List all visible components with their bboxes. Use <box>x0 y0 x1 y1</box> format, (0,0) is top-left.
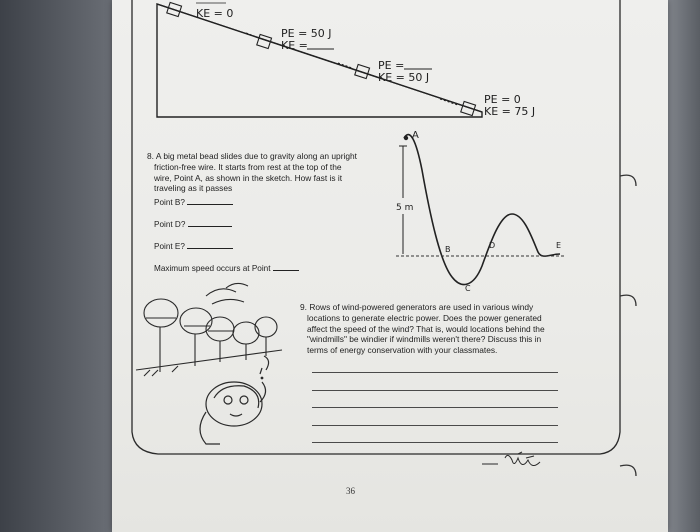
question-8 <box>147 151 397 194</box>
point-e-text: Point E? <box>154 242 185 251</box>
pe-bottom-label: PE = 0 <box>484 93 521 106</box>
ke-top-label: KE = 0 <box>196 7 234 20</box>
page-number: 36 <box>346 486 355 496</box>
q8-line-4: traveling as it passes <box>154 183 233 194</box>
point-b-question <box>154 196 233 207</box>
ke-bottom-label: KE = 75 J <box>484 105 536 118</box>
height-label: 5 m <box>396 203 414 213</box>
point-a-label: A <box>412 130 419 141</box>
question-9 <box>300 302 600 356</box>
ke-second-label: KE = <box>281 39 308 52</box>
wire-curve <box>404 135 560 285</box>
box-bottom <box>440 99 476 116</box>
bead-point-a <box>404 136 408 140</box>
point-d-label: D <box>489 241 496 250</box>
pe-third-label: PE = <box>378 59 405 72</box>
windmill-cartoon <box>136 283 282 376</box>
thinking-person <box>200 356 269 444</box>
point-d-answer[interactable] <box>188 218 232 227</box>
point-b-text: Point B? <box>154 198 185 207</box>
margin-mark-3 <box>620 465 636 476</box>
point-c-label: C <box>465 284 471 293</box>
max-speed-text: Maximum speed occurs at Point <box>154 264 271 273</box>
pe-second-label: PE = 50 J <box>281 27 332 40</box>
q9-line-4: "windmills" be windier if windmills weren't there? Discuss this in <box>307 334 542 345</box>
signature-text: Think and Explain! <box>510 476 560 482</box>
answer-line[interactable] <box>312 372 558 373</box>
answer-line[interactable] <box>312 390 558 391</box>
point-e-question <box>154 240 233 251</box>
max-speed-answer[interactable] <box>273 262 299 271</box>
ke-third-label: KE = 50 J <box>378 71 430 84</box>
point-b-label: B <box>445 245 451 254</box>
q8-line-1: A big metal bead slides due to gravity along an upright <box>155 151 358 161</box>
point-d-text: Point D? <box>154 220 186 229</box>
q9-line-2: locations to generate electric power. Does the power generated <box>307 312 542 323</box>
q9-line-5: terms of energy conservation with your classmates. <box>307 345 498 356</box>
q9-number: 9. <box>300 302 307 312</box>
point-b-answer[interactable] <box>187 196 233 205</box>
answer-line[interactable] <box>312 442 558 443</box>
q8-line-2: friction-free wire. It starts from rest at the top of the <box>154 161 342 172</box>
point-e-answer[interactable] <box>187 240 233 249</box>
q9-answer-lines <box>312 372 558 460</box>
answer-line[interactable] <box>312 425 558 426</box>
q8-line-3: wire, Point A, as shown in the sketch. How fast is it <box>154 172 343 183</box>
max-speed-question <box>154 262 299 273</box>
margin-mark-2 <box>620 295 636 306</box>
point-e-label: E <box>556 241 562 250</box>
margin-mark-1 <box>620 175 636 186</box>
q9-line-3: affect the speed of the wind? That is, would locations behind the <box>307 323 545 334</box>
q8-number: 8. <box>147 151 154 161</box>
ramp-triangle <box>157 4 482 117</box>
q9-line-1: Rows of wind-powered generators are used in various windy <box>309 302 534 312</box>
answer-line[interactable] <box>312 407 558 408</box>
point-d-question <box>154 218 232 229</box>
